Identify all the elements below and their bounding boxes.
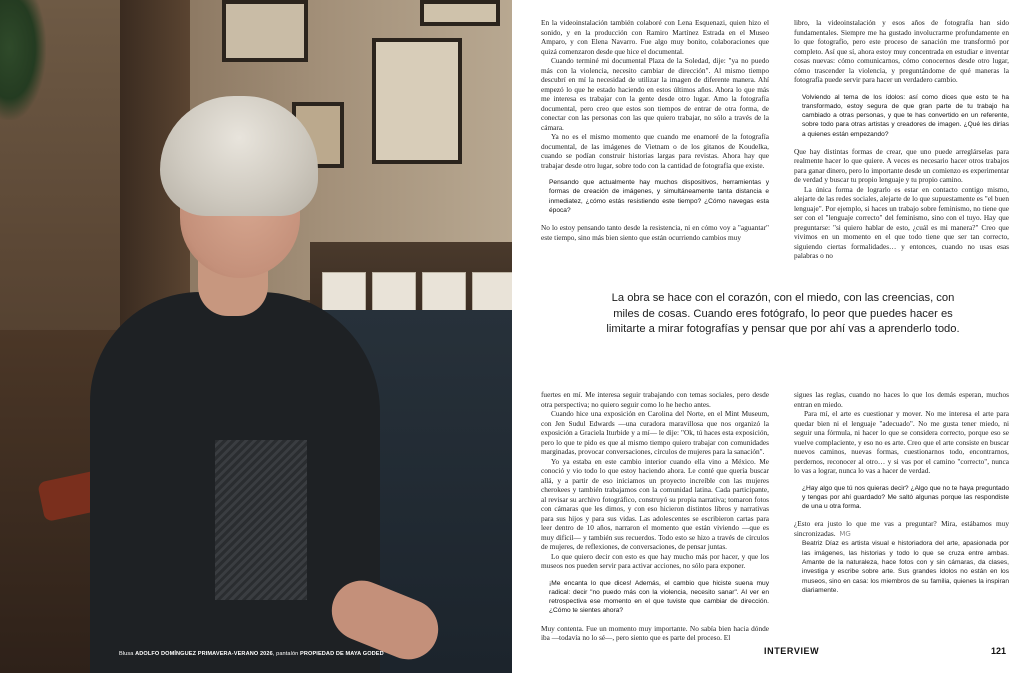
paragraph: La única forma de lograrlo es estar en contacto contigo mismo, alejarte de las redes sociales, alejarte de lo que supuestamente es "el buen lenguaje". Por ejemplo, si haces un trabajo sobre feminismo, no tiene que ser con el "lenguaje correcto" del feminismo, sino con el tuyo. Hay que preguntarse: "si quiero hablar de esto, ¿cuál es mi manera?" Creo que vivimos en un momento en el que todo tiene que ser tan correcto, siguiendo ciertas formalidades… y entonces, cuando no usas esas palabras o no — [794, 184, 1009, 261]
paragraph: En la videoinstalación también colaboré con Lena Esquenazi, quien hizo el sonido, y en la producción con Ramiro Martínez Estrada en el Museo Amparo, y con Elena Navarro. Fue algo muy bonito, colaboraciones que quizá comenzaron desde que hice el documental. — [541, 18, 769, 56]
paragraph: Que hay distintas formas de crear, que uno puede arreglárselas para realmente hacer lo que quiere. A veces es necesario hacer otros trabajos para ganar dinero, pero lo importante desde un comienzo es experimentar de verdad y buscar tu propio lenguaje y tu propio camino. — [794, 146, 1009, 185]
pull-quote: La obra se hace con el corazón, con el miedo, con las creencias, con miles de cosas. Cuando eres fotógrafo, lo peor que puedes hacer es limitarte a mirar fotografías y pensar que por ahí vas a aprenderlo todo. — [606, 292, 960, 335]
article-column-4 — [794, 390, 1009, 595]
interview-question: Pensando que actualmente hay muchos dispositivos, herramientas y formas de creación de imágenes, y simultáneamente tanta distancia e inmediatez, ¿cómo estás resistiendo este tiempo? ¿Cómo navegas esta época? — [549, 179, 769, 214]
article-column-2 — [794, 18, 1009, 261]
photo-credit-caption: Blusa ADOLFO DOMÍNGUEZ PRIMAVERA-VERANO 2026, pantalón PROPIEDAD DE MAYA GODED — [119, 651, 384, 657]
blouse-pattern — [215, 440, 307, 600]
author-bio: Beatriz Díaz es artista visual e historiadora del arte, apasionada por las imágenes, las historias y todo lo que se cruza entre ambas. Amante de la naturaleza, hace fotos con y sin cámaras, da clases, investiga y escribe sobre arte. Sus grandes ídolos no están en los museos, sino en casa: los miembros de su familia, quienes la inspiran diariamente. — [802, 540, 1009, 594]
wall-frame — [372, 38, 462, 164]
paragraph: Cuando hice una exposición en Carolina del Norte, en el Mint Museum, con Jen Sudul Edwards —una curadora maravillosa que nos organizó la exposición a Graciela Iturbide y a mí— le dije: "Ok, tú haces esta exposición, pero lo que te pido es que al mismo tiempo quiero trabajar con comunidades marginadas, provocar conversaciones, círculos de mujeres para la sanación". — [541, 409, 769, 456]
paragraph: No lo estoy pensando tanto desde la resistencia, ni en cómo voy a "aguantar" este tiempo, sino más bien siento que están ocurriendo cambios muy — [541, 223, 769, 242]
wall-frame — [420, 0, 500, 26]
paragraph: Cuando terminé mi documental Plaza de la Soledad, dije: "ya no puedo más con la violencia, necesito cambiar de dirección". Al mismo tiempo descubrí en mí la necesidad de utilizar la imagen de diferente manera. Ahí empezó lo que he estado haciendo en estos últimos años. Ahora lo que más me interesa es trabajar con la gente desde otro lugar. Amo la fotografía documental, pero creo que estos son tiempos de entrar de otra forma, de conectar con las personas con las que quiero trabajar, no sólo a través de la cámara. — [541, 56, 769, 132]
wall-frame — [222, 0, 308, 62]
end-mark-icon: MG — [839, 529, 851, 538]
paragraph: Para mí, el arte es cuestionar y mover. No me interesa el arte para quedar bien ni el lenguaje "adecuado". No me gusta tener miedo, ni seguir una fórmula, ni hacer lo que se considera correcto, porque eso se vuelve complaciente, y eso no es arte. Creo que el arte consiste en buscar nuevos caminos, nuevas formas, cuestionarnos todo, encontrarnos, perdernos, reconocer al otro… y si vas por el camino "correcto", nunca lo vas a lograr, nunca lo vas a hacer de verdad. — [794, 409, 1009, 475]
shelf-drawer — [372, 272, 416, 312]
paragraph: sigues las reglas, cuando no haces lo que los demás esperan, muchos entran en miedo. — [794, 390, 1009, 409]
article-column-1 — [541, 18, 769, 242]
section-label: INTERVIEW — [764, 646, 820, 656]
paragraph: Yo ya estaba en este cambio interior cuando ella vino a México. Me conoció y vio todo lo que estoy haciendo ahora. Le conté que quería buscar allá, y a partir de eso iniciamos un proyecto increíble con las mujeres cherokees y también trabajamos con la comunidad latina. Cada participante, al revisar su archivo fotográfico, construyó su propia narrativa; tomaron fotos con cámaras que les dimos, y con eso hicieron distintos libros y narrativas para sus hijos y para sus vidas. Las adolescentes se escribieron cartas para leer dentro de 10 años, narraron el momento que están viviendo —que es muy difícil— y también sus recuerdos. Todo esto se hizo a través de círculos de mujeres, de reflexiones, de conversaciones, de pensar juntas. — [541, 456, 769, 551]
interview-question: ¡Me encanta lo que dices! Además, el cambio que hiciste suena muy radical: decir "no puedo más con la violencia, necesito sanar". Al ver en retrospectiva ese momento en el que tuviste que cambiar de dirección. ¿Cómo te sientes ahora? — [549, 579, 769, 615]
paragraph: Ya no es el mismo momento que cuando me enamoré de la fotografía documental, de las imágenes de Vietnam o de los gitanos de Koudelka, cuando se podían construir historias largas para revistas. Ahora hay que trabajar desde otro lugar, sobre todo con la cantidad de fotografía que existe. — [541, 132, 769, 170]
paragraph: libro, la videoinstalación y esos años de fotografía han sido fundamentales. Siempre me ha gustado involucrarme profundamente en lo que fotografío, pero este proceso de sanación me transformó por completo. Así que sí, ahora estoy muy concentrada en estudiar e inventar cosas nuevas: cómo comunicarnos, cómo conocernos desde otro lugar, cómo trascender la violencia, y preguntándome de qué maneras la fotografía puede servir para hacer un verdadero cambio. — [794, 18, 1009, 84]
shelf-drawer — [422, 272, 466, 312]
interview-question: Volviendo al tema de los ídolos: así como dices que esto te ha transformado, estoy segura de que gran parte de tu trabajo ha cambiado a otras personas, y que te has convertido en un referente, sobre todo para otras artistas y creadores de imagen. ¿Qué les dirías a quienes están empezando? — [802, 93, 1009, 138]
photo-plant — [0, 0, 46, 120]
page-number: 121 — [991, 646, 1007, 656]
shelf-drawer — [472, 272, 512, 312]
paragraph: Muy contenta. Fue un momento muy importante. No sabía bien hacia dónde iba —todavía no lo sé—, pero siento que es parte del proceso. El — [541, 623, 769, 643]
paragraph: Lo que quiero decir con esto es que hay mucho más por hacer, y que los museos nos pueden servir para activar acciones, no sólo para exponer. — [541, 551, 769, 570]
interview-question: ¿Hay algo que tú nos quieras decir? ¿Algo que no te haya preguntado y tengas por ahí guardado? Me saltó algunas porque las respondiste de una u otra forma. — [802, 484, 1009, 511]
paragraph — [794, 519, 1009, 539]
article-column-3 — [541, 390, 769, 643]
shelf-drawer — [322, 272, 366, 312]
paragraph: fuertes en mí. Me interesa seguir trabajando con temas sociales, pero desde otra perspectiva; no quiero seguir como lo he hecho antes. — [541, 390, 769, 409]
closing-answer: ¿Esto era justo lo que me vas a preguntar? Mira, estábamos muy sincronizadas. — [794, 519, 1009, 538]
